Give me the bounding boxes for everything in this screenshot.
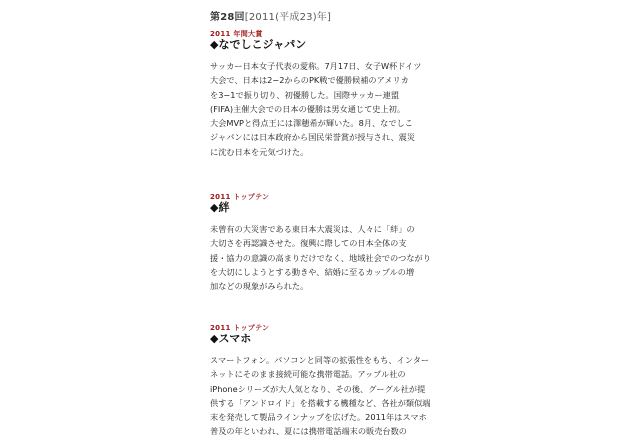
body-line: 末を発売して製品ラインナップを広げた。2011年はスマホ (210, 412, 427, 423)
body-line: ネットにそのまま接続可能な携帯電話。アップル社の (210, 369, 406, 380)
body-line: を3−1で振り切り、初優勝した。国際サッカー連盟 (210, 89, 400, 100)
body-line: を大切にしようとする動きや、結婚に至るカップルの増 (210, 266, 415, 277)
award-label: 2011 トップテン (210, 324, 270, 332)
entry-title: ◆絆 (210, 201, 230, 214)
award-label: 2011 年間大賞 (210, 30, 263, 38)
body-line: 援・協力の意識の高まりだけでなく、地域社会でのつながり (210, 252, 431, 263)
body-line: (FIFA)主催大会での日本の優勝は男女通じて史上初。 (210, 103, 406, 114)
body-line: 大会MVPと得点王には澤穂希が輝いた。8月、なでしこ (210, 118, 413, 129)
entry-kizuna (210, 193, 431, 293)
entry-smartphone (210, 324, 431, 439)
article-content (210, 8, 440, 437)
body-line: 加などの現象がみられた。 (210, 281, 309, 292)
body-line: 普及の年といわれ、夏には携帯電話端末の販売台数の (210, 426, 407, 437)
body-line: iPhoneシリーズが大人気となり、その後、グーグル社が提 (210, 383, 426, 394)
entry-title: ◆なでしこジャパン (210, 38, 307, 51)
award-label: 2011 トップテン (210, 193, 270, 201)
body-line: に沈む日本を元気づけた。 (210, 146, 309, 157)
body-line: 未曾有の大災害である東日本大震災は、人々に「絆」の (210, 224, 415, 234)
body-line: 大会で、日本は2−2からのPK戦で優勝候補のアメリカ (210, 75, 409, 86)
body-line: 供する「アンドロイド」を搭載する機種など、各社が類似端 (210, 397, 431, 408)
entry-body (210, 59, 421, 159)
entry-title: ◆スマホ (210, 332, 252, 345)
edition-year: [2011(平成23)年] (244, 12, 332, 23)
entry-body (210, 222, 431, 293)
body-line: サッカー日本女子代表の愛称。7月17日、女子W杯ドイツ (210, 61, 422, 71)
edition-number: 第28回 (210, 12, 245, 23)
body-line: スマートフォン。パソコンと同等の拡張性をもち、インター (210, 355, 430, 365)
entry-body (210, 353, 431, 439)
body-line: 大切さを再認識させた。復興に際しての日本全体の支 (210, 238, 407, 249)
entry-nadeshiko (210, 30, 421, 159)
body-line: ジャパンには日本政府から国民栄誉賞が授与され、震災 (210, 132, 416, 143)
edition-heading (210, 8, 440, 23)
